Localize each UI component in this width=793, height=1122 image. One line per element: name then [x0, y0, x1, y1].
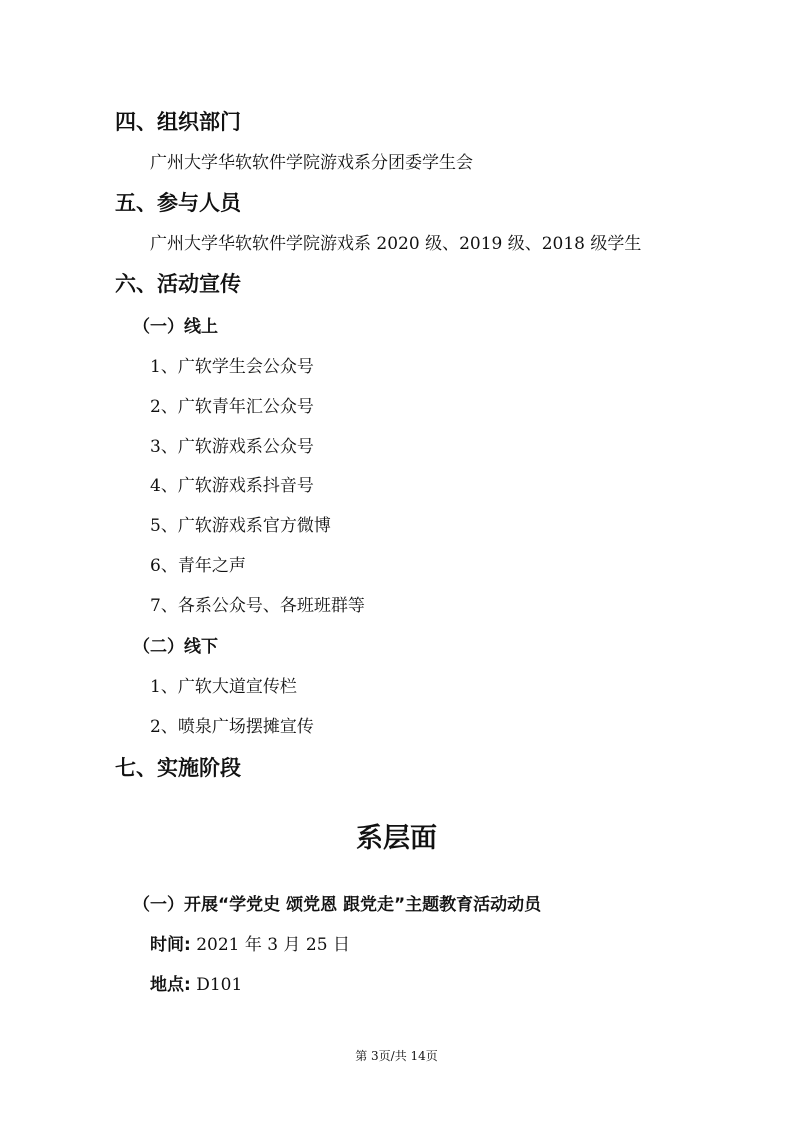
offline-item-2: 2、喷泉广场摆摊宣传 — [150, 717, 314, 737]
section-6-heading: 六、活动宣传 — [115, 272, 241, 296]
online-item-6: 6、青年之声 — [150, 556, 246, 576]
place-value: D101 — [190, 975, 243, 995]
online-item-5: 5、广软游戏系官方微博 — [150, 516, 331, 536]
online-item-3: 3、广软游戏系公众号 — [150, 437, 314, 457]
department-level-title: 系层面 — [356, 823, 437, 854]
section-5-text: 广州大学华软软件学院游戏系 2020 级、2019 级、2018 级学生 — [150, 234, 642, 254]
section-7-heading: 七、实施阶段 — [115, 756, 241, 780]
online-item-1: 1、广软学生会公众号 — [150, 357, 314, 377]
offline-subheading: （二）线下 — [133, 637, 218, 657]
page-number-footer: 第 3页/共 14页 — [355, 1049, 438, 1063]
activity-1-heading: （一）开展“学党史 颂党恩 跟党走”主题教育活动动员 — [133, 895, 542, 915]
activity-1-place — [150, 970, 242, 995]
place-label: 地点: — [150, 975, 191, 995]
section-4-text: 广州大学华软软件学院游戏系分团委学生会 — [150, 153, 473, 173]
section-5-heading: 五、参与人员 — [115, 191, 241, 215]
online-subheading: （一）线上 — [133, 317, 218, 337]
online-item-4: 4、广软游戏系抖音号 — [150, 476, 314, 496]
offline-item-1: 1、广软大道宣传栏 — [150, 677, 297, 697]
activity-1-time — [150, 930, 350, 955]
online-item-7: 7、各系公众号、各班班群等 — [150, 596, 365, 616]
online-item-2: 2、广软青年汇公众号 — [150, 397, 314, 417]
time-value: 2021 年 3 月 25 日 — [190, 935, 350, 955]
section-4-heading: 四、组织部门 — [115, 110, 241, 134]
time-label: 时间: — [150, 935, 191, 955]
